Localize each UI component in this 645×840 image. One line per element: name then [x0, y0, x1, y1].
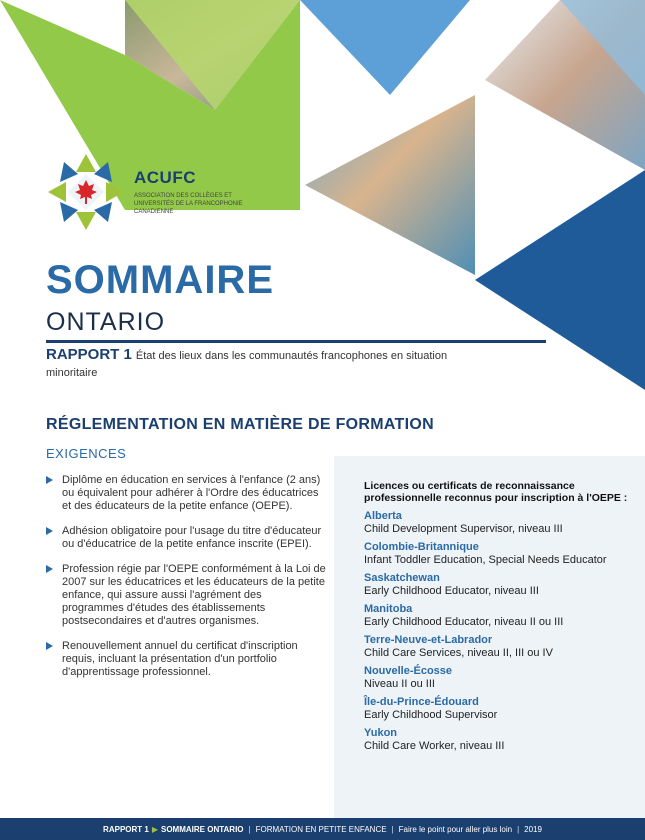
province-entry: [364, 634, 634, 660]
province-certificate: Child Care Worker, niveau III: [364, 740, 505, 752]
footer-tagline: Faire le point pour aller plus loin: [398, 824, 513, 834]
requirements-title: EXIGENCES: [46, 446, 127, 461]
acufc-logo: [46, 152, 254, 232]
province-name: Nouvelle-Écosse: [364, 665, 453, 677]
triangle-bullet-icon: [46, 476, 53, 484]
requirement-item: Diplôme en éducation en services à l'enfance (2 ans) ou équivalent pour adhérer à l'Ordre des éducatrices et des éducateurs de la petite enfance (OEPE).: [46, 474, 326, 513]
triangle-bullet-icon: [46, 642, 53, 650]
province-certificate: Child Care Services, niveau II, III ou IV: [364, 647, 553, 659]
footer-separator: |: [391, 824, 394, 834]
report-label: RAPPORT 1: [46, 346, 132, 363]
licences-heading: Licences ou certificats de reconnaissance professionnelle reconnus pour inscription à l'OEPE :: [364, 480, 628, 504]
maple-leaf-logo-icon: [46, 152, 126, 232]
province-certificate: Niveau II ou III: [364, 678, 435, 690]
province-name: Manitoba: [364, 603, 413, 615]
triangle-bullet-icon: [46, 527, 53, 535]
navy-triangle: [475, 170, 645, 390]
province-certificate: Child Development Supervisor, niveau III: [364, 523, 563, 535]
report-description: État des lieux dans les communautés francophones en situation minoritaire: [46, 350, 448, 379]
footer-arrow-icon: ▶: [151, 824, 158, 834]
province-name: Terre-Neuve-et-Labrador: [364, 634, 493, 646]
province-certificate: Early Childhood Supervisor: [364, 709, 498, 721]
requirements-list: [46, 474, 326, 691]
page-footer: [0, 818, 645, 840]
report-line: [46, 346, 466, 382]
footer-summary: SOMMAIRE ONTARIO: [161, 824, 244, 834]
page-title: SOMMAIRE: [46, 258, 274, 302]
footer-year: 2019: [524, 824, 542, 834]
footer-report: RAPPORT 1: [103, 824, 149, 834]
province-entry: [364, 696, 634, 722]
province-entry: [364, 727, 634, 753]
province-name: Yukon: [364, 727, 398, 739]
logo-name: ACUFC: [134, 168, 196, 187]
requirement-item: Profession régie par l'OEPE conformément à la Loi de 2007 sur les éducatrices et les éducateurs de la petite enfance, qui assure aussi l'agrément des programmes d'études des établissements postsecondaires et d'autres organismes.: [46, 563, 326, 628]
province-certificate: Early Childhood Educator, niveau III: [364, 585, 539, 597]
province-entry: [364, 572, 634, 598]
province-name: Colombie-Britannique: [364, 541, 479, 553]
footer-topic: FORMATION EN PETITE ENFANCE: [255, 824, 387, 834]
footer-separator: |: [517, 824, 520, 834]
province-entry: [364, 510, 634, 536]
province-certificate: Infant Toddler Education, Special Needs Educator: [364, 554, 607, 566]
requirement-item: Renouvellement annuel du certificat d'inscription requis, incluant la présentation d'un portfolio d'apprentissage professionnel.: [46, 640, 326, 679]
blue-triangle-top: [300, 0, 470, 95]
province-entry: [364, 603, 634, 629]
province-entry: [364, 665, 634, 691]
section-title: RÉGLEMENTATION EN MATIÈRE DE FORMATION: [46, 416, 434, 433]
title-divider: [46, 340, 546, 343]
page-subtitle: ONTARIO: [46, 308, 166, 336]
province-name: Île-du-Prince-Édouard: [364, 696, 479, 708]
logo-subtitle: ASSOCIATION DES COLLÈGES ET UNIVERSITÉS DE LA FRANCOPHONIE CANADIENNE: [134, 193, 243, 215]
province-entry: [364, 541, 634, 567]
licences-panel: [334, 456, 645, 818]
triangle-bullet-icon: [46, 565, 53, 573]
province-name: Alberta: [364, 510, 402, 522]
footer-separator: |: [248, 824, 251, 834]
requirement-item: Adhésion obligatoire pour l'usage du titre d'éducateur ou d'éducatrice de la petite enfance inscrite (EPEI).: [46, 525, 326, 551]
province-name: Saskatchewan: [364, 572, 440, 584]
photo-facet-kids: [305, 95, 475, 275]
province-certificate: Early Childhood Educator, niveau II ou III: [364, 616, 564, 628]
